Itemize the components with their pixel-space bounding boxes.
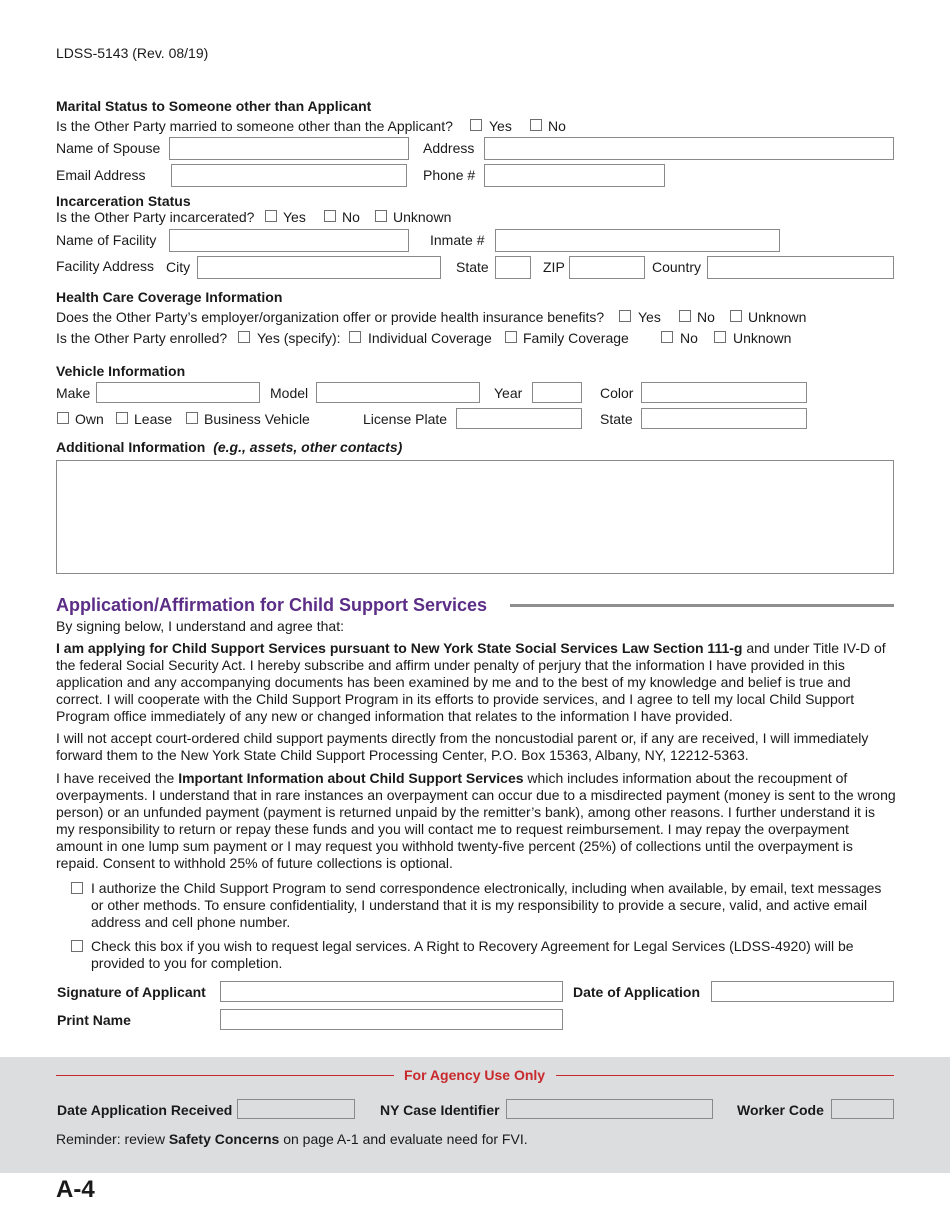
facility-zip-label: ZIP — [543, 259, 565, 275]
signature-field[interactable] — [220, 981, 563, 1002]
additional-heading-text: Additional Information — [56, 439, 206, 455]
enrolled-yes-label: Yes (specify): — [257, 330, 341, 346]
family-coverage-label: Family Coverage — [523, 330, 629, 346]
inmate-number-field[interactable] — [495, 229, 780, 252]
vehicle-model-label: Model — [270, 385, 309, 401]
worker-code-label: Worker Code — [737, 1102, 824, 1118]
affirmation-title: Application/Affirmation for Child Support Services — [56, 595, 488, 615]
date-received-label: Date Application Received — [57, 1102, 233, 1118]
spouse-name-label: Name of Spouse — [56, 140, 161, 156]
marital-no-checkbox[interactable] — [530, 119, 542, 131]
vehicle-state-field[interactable] — [641, 408, 807, 429]
license-plate-field[interactable] — [456, 408, 582, 429]
application-date-label: Date of Application — [573, 984, 701, 1000]
agency-reminder — [56, 1130, 528, 1148]
enrolled-yes-checkbox[interactable] — [238, 331, 250, 343]
vehicle-lease-checkbox[interactable] — [116, 412, 128, 424]
facility-country-field[interactable] — [707, 256, 894, 279]
spouse-email-field[interactable] — [171, 164, 407, 187]
benefits-no-checkbox[interactable] — [679, 310, 691, 322]
agency-rule-right — [556, 1075, 894, 1076]
vehicle-year-field[interactable] — [532, 382, 582, 403]
vehicle-year-label: Year — [494, 385, 523, 401]
vehicle-lease-label: Lease — [134, 411, 173, 427]
vehicle-business-checkbox[interactable] — [186, 412, 198, 424]
electronic-correspondence-text: I authorize the Child Support Program to send correspondence electronically, including when available, by email, text messages or other methods. To ensure confidentiality, I understand that it is my responsibility to provide a secure, valid, and active email address and cell phone number. — [91, 880, 882, 930]
incarcerated-unknown-checkbox[interactable] — [375, 210, 387, 222]
agency-title: For Agency Use Only — [404, 1067, 546, 1083]
worker-code-field[interactable] — [831, 1099, 894, 1119]
health-heading: Health Care Coverage Information — [56, 289, 283, 305]
affirmation-p3-start: I have received the — [56, 770, 179, 786]
additional-heading — [56, 438, 402, 456]
marital-yes-label: Yes — [489, 118, 512, 134]
vehicle-color-field[interactable] — [641, 382, 807, 403]
incarceration-question: Is the Other Party incarcerated? — [56, 209, 255, 225]
vehicle-make-field[interactable] — [96, 382, 260, 403]
print-name-field[interactable] — [220, 1009, 563, 1030]
facility-address-label: Facility Address — [56, 258, 155, 274]
legal-services-text: Check this box if you wish to request legal services. A Right to Recovery Agreement for Legal Services (LDSS-4920) will be provided to you for completion. — [91, 938, 854, 971]
page-number: A-4 — [56, 1176, 95, 1203]
spouse-email-label: Email Address — [56, 167, 146, 183]
vehicle-heading: Vehicle Information — [56, 363, 186, 379]
vehicle-state-label: State — [600, 411, 633, 427]
incarcerated-unknown-label: Unknown — [393, 209, 452, 225]
facility-zip-field[interactable] — [569, 256, 645, 279]
benefits-unknown-checkbox[interactable] — [730, 310, 742, 322]
affirmation-paragraph-3 — [56, 770, 896, 872]
agency-rule-left — [56, 1075, 394, 1076]
affirmation-title-rule — [510, 604, 894, 607]
affirmation-paragraph-1 — [56, 640, 896, 725]
affirmation-p1-text: and under Title IV-D of the federal Social Security Act. I hereby subscribe and affirm under penalty of perjury that the information I have provided in this application and any accompanying documents has been examined by me and to the best of my knowledge and belief is true and correct. I will cooperate with the Child Support Program in its efforts to provide services, and I agree to tell my local Child Support Program office immediately of any new or changed information that relates to the information I have provided. — [56, 640, 886, 724]
facility-city-label: City — [166, 259, 191, 275]
facility-country-label: Country — [652, 259, 702, 275]
form-code: LDSS-5143 (Rev. 08/19) — [56, 45, 209, 61]
marital-no-label: No — [548, 118, 566, 134]
spouse-phone-field[interactable] — [484, 164, 665, 187]
individual-coverage-label: Individual Coverage — [368, 330, 492, 346]
affirmation-p3-text: which includes information about the recoupment of overpayments. I understand that in rare instances an overpayment can occur due to a misdirected payment (money is sent to the wrong person) or an unfunded payment (payment is returned unpaid by the remitter’s bank), among other reasons. I further understand it is my responsibility to return or repay these funds and you will contact me to request reimbursement. I may repay the overpayment amount in one lump sum payment or I may request you withhold twenty-five percent (25%) of collections until the overpayment is repaid. Consent to withhold 25% of future collections is optional. — [56, 770, 896, 871]
application-date-field[interactable] — [711, 981, 894, 1002]
marital-heading: Marital Status to Someone other than Applicant — [56, 98, 372, 114]
affirmation-intro: By signing below, I understand and agree that: — [56, 618, 344, 634]
affirmation-p1-bold: I am applying for Child Support Services pursuant to New York State Social Services Law Section 111-g — [56, 640, 743, 656]
health-question-enrolled: Is the Other Party enrolled? — [56, 330, 228, 346]
vehicle-business-label: Business Vehicle — [204, 411, 310, 427]
reminder-start: Reminder: review — [56, 1131, 169, 1147]
incarcerated-yes-label: Yes — [283, 209, 306, 225]
spouse-address-label: Address — [423, 140, 475, 156]
facility-state-label: State — [456, 259, 489, 275]
affirmation-p3-bold: Important Information about Child Support Services — [178, 770, 524, 786]
enrolled-unknown-checkbox[interactable] — [714, 331, 726, 343]
spouse-phone-label: Phone # — [423, 167, 476, 183]
reminder-bold: Safety Concerns — [168, 1131, 280, 1147]
marital-question: Is the Other Party married to someone other than the Applicant? — [56, 118, 453, 134]
agency-use-section — [0, 1057, 950, 1173]
legal-services-checkbox[interactable] — [71, 940, 83, 952]
case-identifier-label: NY Case Identifier — [380, 1102, 500, 1118]
benefits-unknown-label: Unknown — [748, 309, 807, 325]
facility-state-field[interactable] — [495, 256, 531, 279]
enrolled-no-checkbox[interactable] — [661, 331, 673, 343]
date-received-field[interactable] — [237, 1099, 355, 1119]
individual-coverage-checkbox[interactable] — [349, 331, 361, 343]
additional-heading-hint: (e.g., assets, other contacts) — [213, 439, 403, 455]
benefits-yes-checkbox[interactable] — [619, 310, 631, 322]
vehicle-own-label: Own — [75, 411, 104, 427]
family-coverage-checkbox[interactable] — [505, 331, 517, 343]
case-identifier-field[interactable] — [506, 1099, 713, 1119]
facility-name-label: Name of Facility — [56, 232, 157, 248]
health-question-benefits: Does the Other Party’s employer/organization offer or provide health insurance benefits? — [56, 309, 605, 325]
inmate-number-label: Inmate # — [430, 232, 485, 248]
incarcerated-no-checkbox[interactable] — [324, 210, 336, 222]
vehicle-color-label: Color — [600, 385, 634, 401]
spouse-address-field[interactable] — [484, 137, 894, 160]
facility-name-field[interactable] — [169, 229, 409, 252]
enrolled-no-label: No — [680, 330, 698, 346]
vehicle-make-label: Make — [56, 385, 91, 401]
facility-city-field[interactable] — [197, 256, 441, 279]
incarceration-heading: Incarceration Status — [56, 193, 191, 209]
electronic-correspondence-checkbox[interactable] — [71, 882, 83, 894]
vehicle-model-field[interactable] — [316, 382, 480, 403]
benefits-yes-label: Yes — [638, 309, 661, 325]
marital-yes-checkbox[interactable] — [470, 119, 482, 131]
enrolled-unknown-label: Unknown — [733, 330, 792, 346]
vehicle-own-checkbox[interactable] — [57, 412, 69, 424]
reminder-end: on page A-1 and evaluate need for FVI. — [279, 1131, 528, 1147]
signature-label: Signature of Applicant — [57, 984, 206, 1000]
spouse-name-field[interactable] — [169, 137, 409, 160]
benefits-no-label: No — [697, 309, 715, 325]
license-plate-label: License Plate — [363, 411, 448, 427]
print-name-label: Print Name — [57, 1012, 131, 1028]
additional-info-textarea[interactable] — [56, 460, 894, 574]
affirmation-paragraph-2: I will not accept court-ordered child support payments directly from the noncustodial parent or, if any are received, I will immediately forward them to the New York State Child Support Processing Center, P.O. Box 15363, Albany, NY, 12212-5363. — [56, 730, 869, 763]
incarcerated-no-label: No — [342, 209, 360, 225]
incarcerated-yes-checkbox[interactable] — [265, 210, 277, 222]
